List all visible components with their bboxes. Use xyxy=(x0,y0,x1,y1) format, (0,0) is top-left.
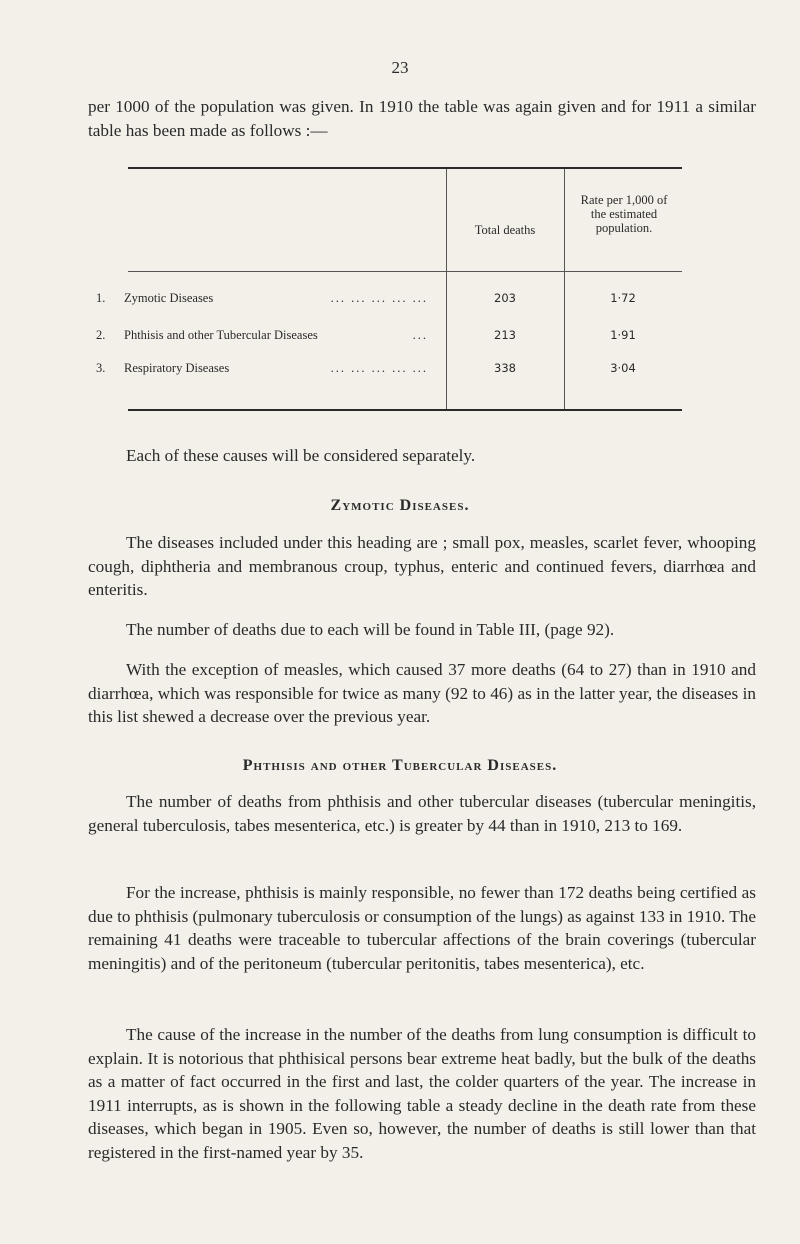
row-leader-dots: ... ... ... ... ... xyxy=(330,291,428,305)
row-leader-dots: ... ... ... ... ... xyxy=(330,361,428,375)
heading-zymotic-diseases: Zymotic Diseases. xyxy=(330,497,470,514)
row-number: 2. xyxy=(96,328,106,342)
row-label: Phthisis and other Tubercular Diseases xyxy=(124,328,318,342)
row-total-deaths: 203 xyxy=(494,291,516,305)
paragraph-zymotic-3: With the exception of measles, which caused 37 more deaths (64 to 27) than in 1910 and diarrhœa, which was responsible for twice as many (92 to 46) as in the latter year, the diseases in this list shewed a decrease over the previous year. xyxy=(88,660,756,726)
header-total-deaths: Total deaths xyxy=(474,223,536,237)
header-rate: Rate per 1,000 of the estimated population. xyxy=(580,193,668,235)
row-label: Respiratory Diseases xyxy=(124,361,230,375)
row-rate: 3·04 xyxy=(610,361,636,375)
row-total-deaths: 213 xyxy=(494,328,516,342)
paragraph-phthisis-2: For the increase, phthisis is mainly responsible, no fewer than 172 deaths being certified as due to phthisis (pulmonary tuberculosis or consumption of the lungs) as against 133 in 1910. The remaining 41 deaths were traceable to tubercular affections of the brain coverings (tubercular meningitis) and of the peritoneum (tubercular peritonitis, tabes mesenterica), etc. xyxy=(88,883,757,973)
table-top-rule xyxy=(128,167,682,169)
table-header-rule xyxy=(128,271,682,272)
table-bottom-rule xyxy=(128,409,682,411)
row-label: Zymotic Diseases xyxy=(124,291,214,305)
table-row xyxy=(96,361,682,381)
intro-paragraph: per 1000 of the population was given. In 1910 the table was again given and for 1911 a similar table has been made as follows :— xyxy=(88,97,756,140)
row-total-deaths: 338 xyxy=(494,361,516,375)
row-leader-dots: ... xyxy=(412,328,428,342)
table-row xyxy=(96,328,682,348)
page-number: 23 xyxy=(391,58,409,77)
paragraph-each: Each of these causes will be considered separately. xyxy=(126,446,476,465)
paragraph-phthisis-3: The cause of the increase in the number of the deaths from lung consumption is difficult to explain. It is notorious that phthisical persons bear extreme heat badly, but the bulk of the deaths as a matter of fact occurred in the first and last, the colder quarters of the year. The increase in 1911 interrupts, as is shown in the following table a steady decline in the death rate from these diseases, which began in 1905. Even so, however, the number of deaths is still lower than that registered in the first-named year by 35. xyxy=(88,1025,756,1162)
paragraph-phthisis-1: The number of deaths from phthisis and other tubercular diseases (tubercular meningitis, general tuberculosis, tabes mesenterica, etc.) is greater by 44 than in 1910, 213 to 169. xyxy=(88,792,756,835)
mortality-table xyxy=(96,167,682,411)
paragraph-zymotic-2: The number of deaths due to each will be found in Table III, (page 92). xyxy=(126,620,615,639)
paragraph-zymotic-1: The diseases included under this heading are ; small pox, measles, scarlet fever, whooping cough, diphtheria and membranous croup, typhus, enteric and continued fevers, diarrhœa and enteritis. xyxy=(88,533,756,599)
heading-phthisis: Phthisis and other Tubercular Diseases. xyxy=(242,757,558,774)
table-row xyxy=(96,291,682,311)
row-number: 1. xyxy=(96,291,106,305)
row-rate: 1·72 xyxy=(610,291,636,305)
row-number: 3. xyxy=(96,361,106,375)
row-rate: 1·91 xyxy=(610,328,636,342)
